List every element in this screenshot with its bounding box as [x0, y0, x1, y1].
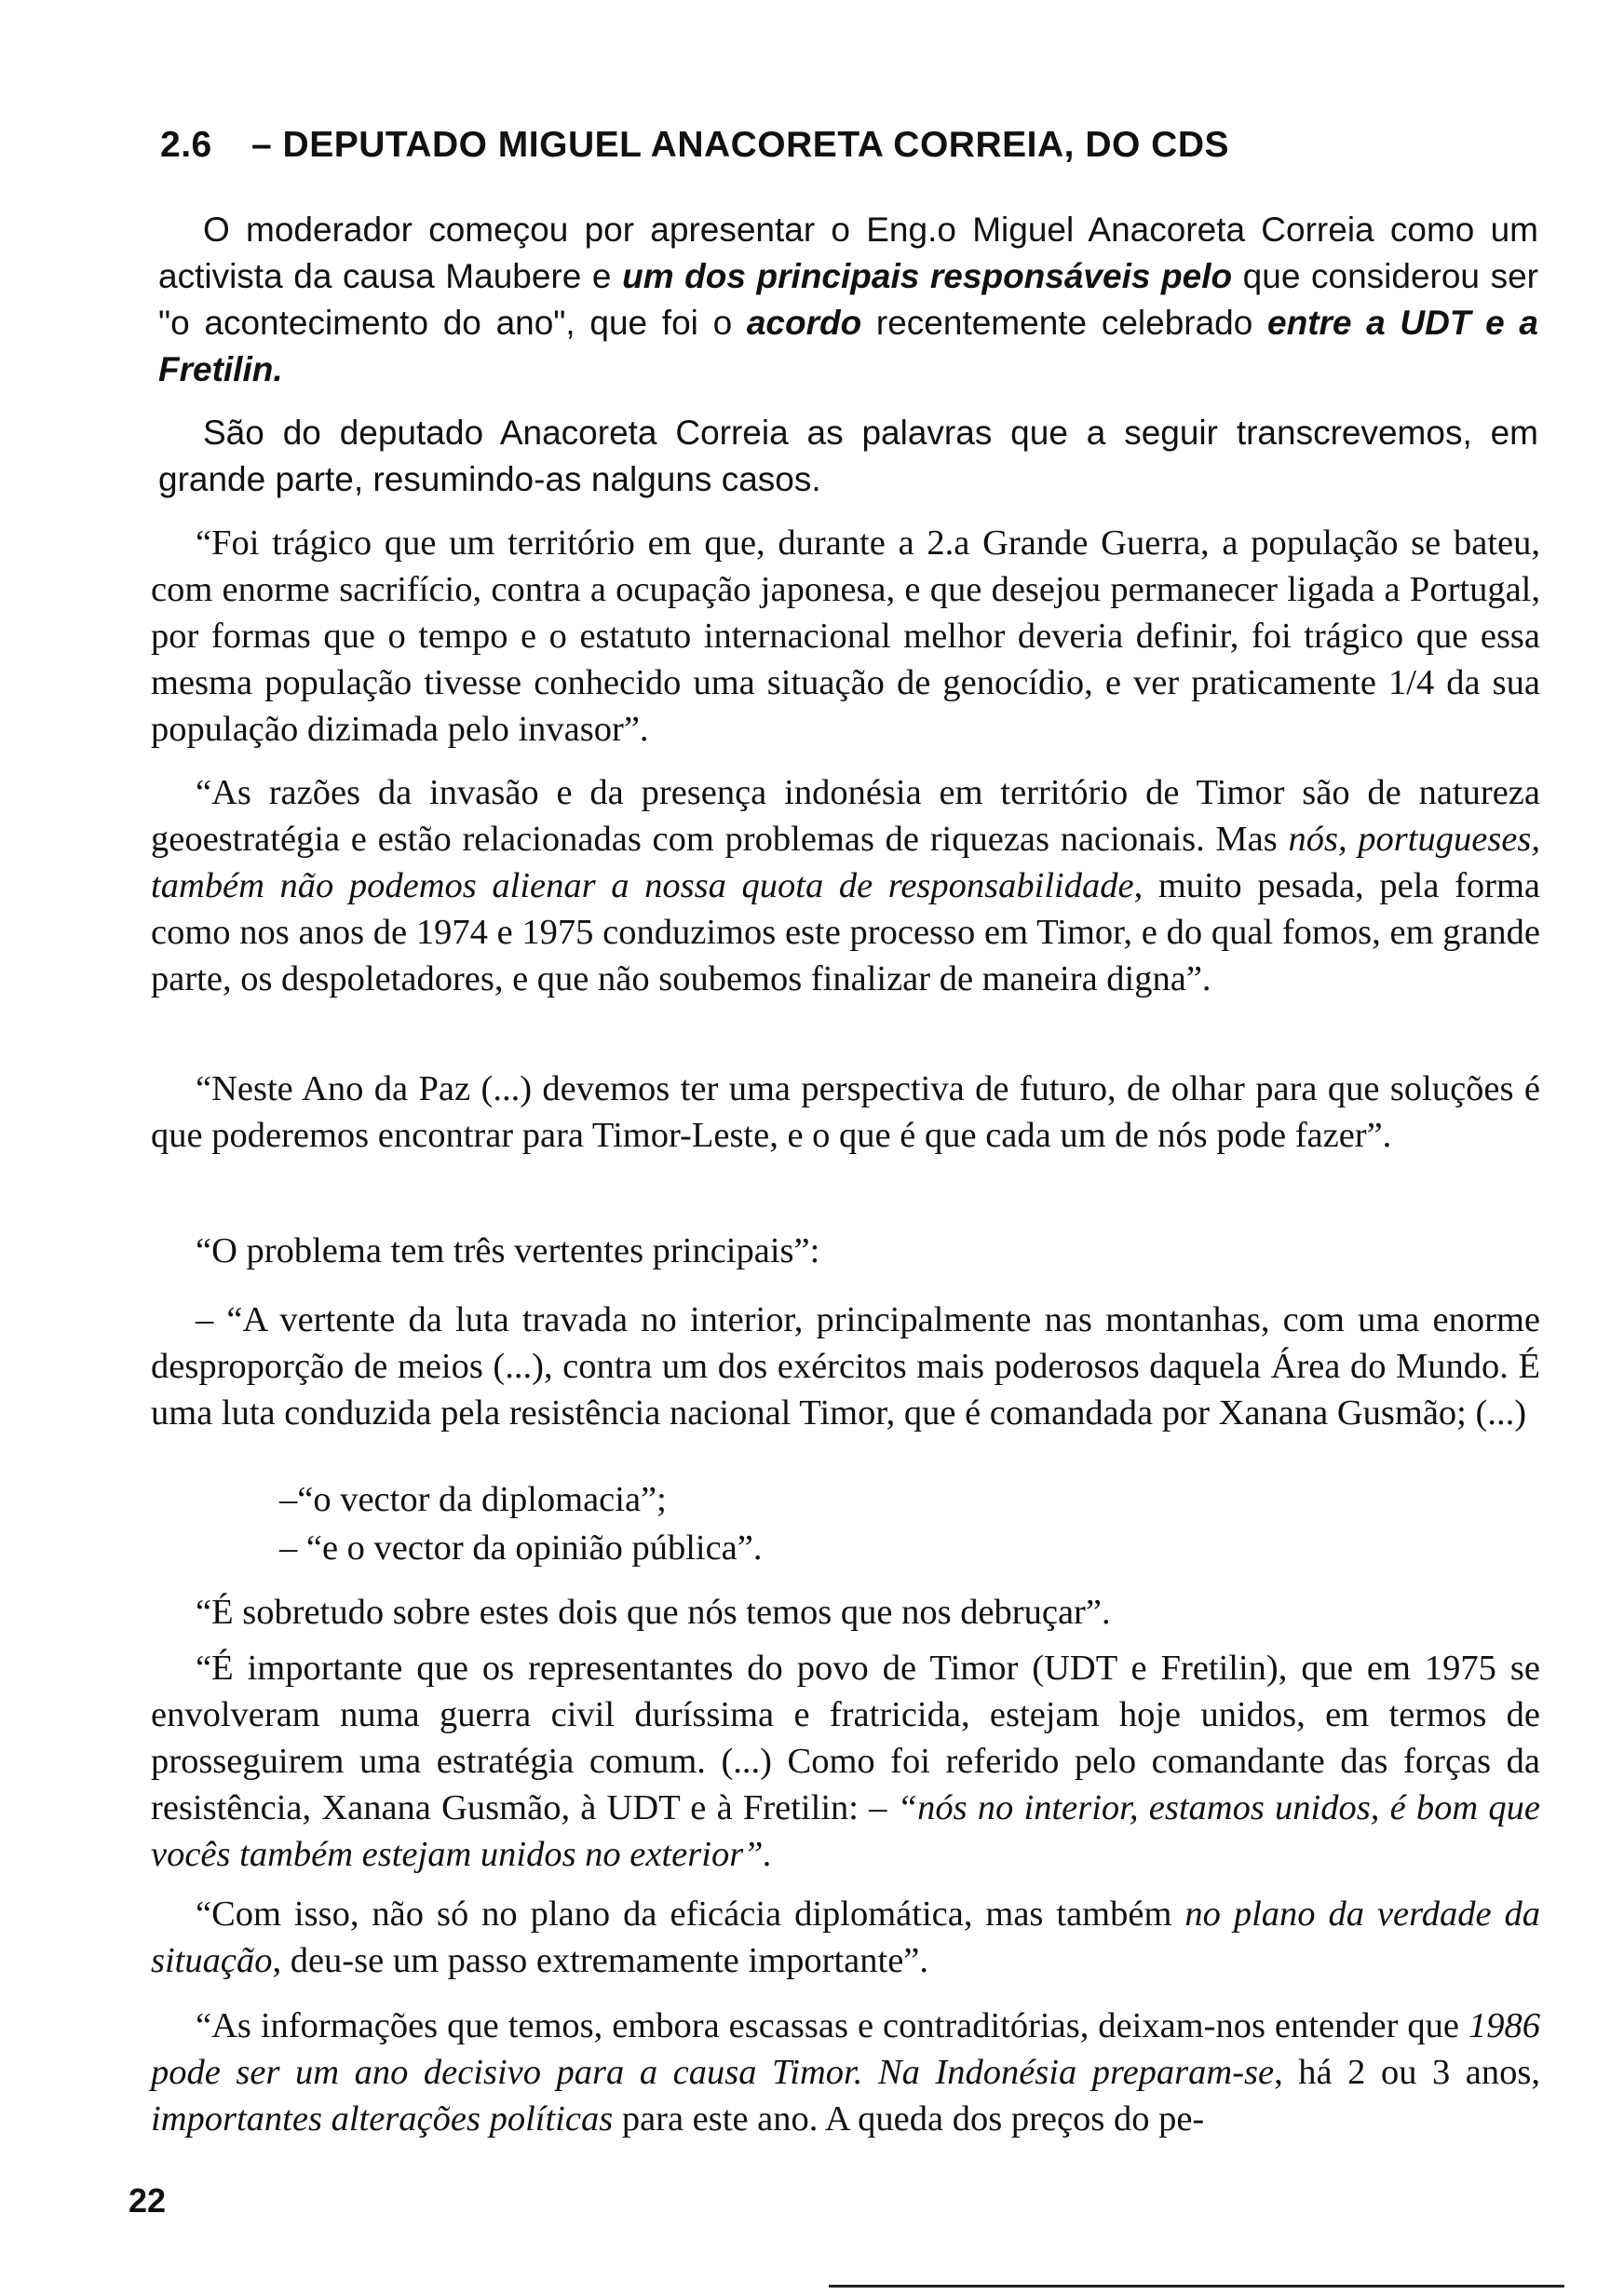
diplomacy-text-2: , deu-se um passo extremamente importante”.	[272, 1941, 928, 1980]
unity-quote-emphasis: “nós no interior, estamos unidos, é bom que vocês também estejam unidos no exterior”.	[151, 1788, 1540, 1874]
reasons-text-2: , muito pesada, pela forma como nos anos de 1974 e 1975 conduzimos este processo em Timor, e do qual fomos, em grande parte, os despoletadores, e que não soubemos finalizar de maneira digna”.	[151, 866, 1540, 998]
intro-paragraph	[158, 207, 1538, 393]
reasons-text-1: “As razões da invasão e da presença indonésia em território de Timor são de natureza geoestratégia e estão relacionadas com problemas de riquezas nacionais. Mas	[151, 773, 1540, 859]
information-text-3: para este ano. A queda dos preços do pe-	[613, 2099, 1205, 2139]
quote-paragraph-reasons	[151, 769, 1540, 1002]
intro-emphasis-1: um dos principais responsáveis pelo	[622, 257, 1233, 295]
transcription-note: São do deputado Anacoreta Correia as palavras que a seguir transcrevemos, em grande parte, resumindo-as nalguns casos.	[158, 414, 1538, 498]
quote-paragraph-focus: “É sobretudo sobre estes dois que nós temos que nos debruçar”.	[196, 1593, 1111, 1632]
vector-public-opinion: – “e o vector da opinião pública”.	[279, 1528, 763, 1568]
section-title: – DEPUTADO MIGUEL ANACORETA CORREIA, DO CDS	[251, 125, 1229, 165]
quote-paragraph-diplomacy	[151, 1891, 1540, 1984]
quote-paragraph-unity	[151, 1645, 1540, 1878]
page-number: 22	[129, 2181, 167, 2220]
information-text-2: , há 2 ou 3 anos,	[1274, 2053, 1540, 2092]
information-text-1: “As informações que temos, embora escassas e contraditórias, deixam-nos entender que	[196, 2006, 1468, 2045]
quote-paragraph-three-aspects: “O problema tem três vertentes principais”:	[196, 1231, 820, 1270]
information-emphasis-1: 1986 pode ser um ano decisivo para a causa Timor. Na Indonésia preparam-se	[151, 2006, 1540, 2092]
section-heading	[160, 125, 1538, 166]
intro-text-2: que considerou ser "o acontecimento do ano", que foi o	[158, 257, 1538, 342]
quote-paragraph-interior-struggle: – “A vertente da luta travada no interior, principalmente nas montanhas, com uma enorme desproporção de meios (...), contra um dos exércitos mais poderosos daquela Área do Mundo. É uma luta conduzida pela resistência nacional Timor, que é comandada por Xanana Gusmão; (...)	[151, 1300, 1540, 1433]
vector-diplomacy: –“o vector da diplomacia”;	[279, 1480, 667, 1519]
quote-paragraph-information	[151, 2003, 1540, 2142]
diplomacy-text-1: “Com isso, não só no plano da eficácia diplomática, mas também	[196, 1894, 1185, 1934]
intro-emphasis-3: entre a UDT e a Fretilin.	[158, 304, 1539, 388]
information-emphasis-2: importantes alterações políticas	[151, 2099, 614, 2139]
section-number: 2.6	[160, 125, 212, 165]
bottom-rule	[829, 2285, 1564, 2288]
intro-emphasis-2: acordo	[746, 304, 862, 342]
quote-paragraph-tragedy: “Foi trágico que um território em que, durante a 2.a Grande Guerra, a população se bateu, com enorme sacrifício, contra a ocupação japonesa, e que desejou permanecer ligada a Portugal, por formas que o tempo e o estatuto internacional melhor deveria definir, foi trágico que essa mesma população tivesse conhecido uma situação de genocídio, e ver praticamente 1/4 da sua população dizimada pelo invasor”.	[151, 523, 1540, 749]
unity-text: “É importante que os representantes do povo de Timor (UDT e Fretilin), que em 1975 se envolveram numa guerra civil duríssima e fratricida, estejam hoje unidos, em termos de prosseguirem uma estratégia comum. (...) Como foi referido pelo comandante das forças da resistência, Xanana Gusmão, à UDT e à Fretilin: –	[151, 1649, 1540, 1827]
intro-text-1: O moderador começou por apresentar o Eng.o Miguel Anacoreta Correia como um activista da causa Maubere e	[158, 210, 1538, 295]
diplomacy-emphasis: no plano da verdade da situação	[151, 1894, 1540, 1980]
quote-paragraph-peace-year: “Neste Ano da Paz (...) devemos ter uma perspectiva de futuro, de olhar para que soluções é que poderemos encontrar para Timor-Leste, e o que é que cada um de nós pode fazer”.	[151, 1069, 1540, 1155]
intro-text-3: recentemente celebrado	[861, 304, 1268, 342]
reasons-emphasis: nós, portugueses, também não podemos alienar a nossa quota de responsabilidade	[151, 820, 1540, 905]
